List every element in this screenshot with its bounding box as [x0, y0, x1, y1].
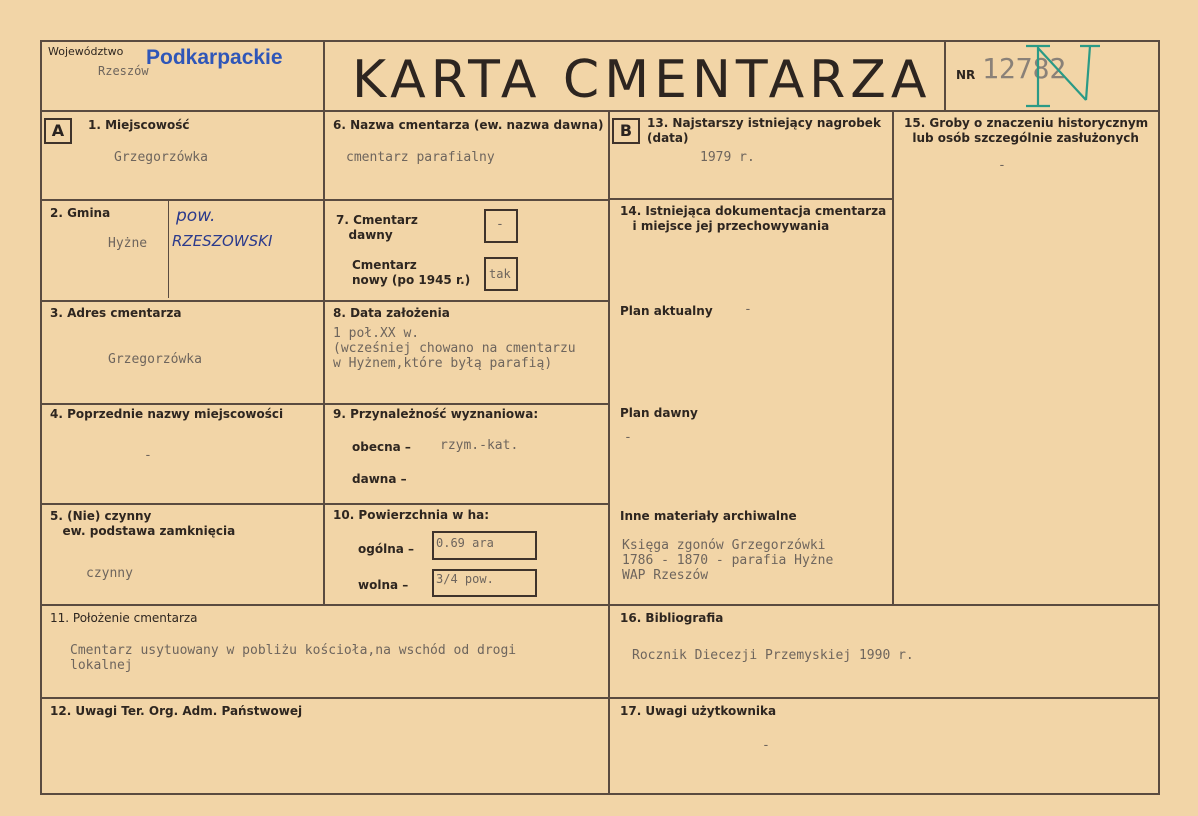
field-7-dawny-box	[484, 209, 518, 243]
field-10-wolna-label: wolna –	[358, 578, 409, 592]
row5-divider	[40, 604, 1160, 606]
gmina-divider	[168, 200, 169, 298]
nr-label: NR	[956, 68, 976, 82]
field-9-obecna-value: rzym.-kat.	[440, 438, 519, 453]
field-7-nowy-box	[484, 257, 518, 291]
field-7-dawny-value: -	[496, 217, 504, 232]
section-b-marker: B	[612, 118, 640, 144]
card-title: KARTA CMENTARZA	[352, 50, 932, 110]
field-10-ogolna-label: ogólna –	[358, 542, 415, 556]
field-9-label: 9. Przynależność wyznaniowa:	[333, 407, 539, 421]
field-17-value: -	[762, 738, 770, 753]
field-7-dawny-label: 7. Cmentarz dawny	[336, 213, 418, 242]
field-8-value: 1 poł.XX w. (wcześniej chowano na cmentarzu w Hyżnem,które byłą parafią)	[333, 326, 576, 371]
inne-materialy-value: Księga zgonów Grzegorzówki 1786 - 1870 - parafia Hyżne WAP Rzeszów	[622, 538, 834, 583]
plan-aktualny-value: -	[744, 302, 752, 317]
field-3-value: Grzegorzówka	[108, 352, 202, 367]
field-13-label: 13. Najstarszy istniejący nagrobek (data)	[647, 116, 881, 145]
region-stamp: Podkarpackie	[146, 46, 283, 69]
field-11-label: 11. Położenie cmentarza	[50, 611, 198, 625]
field-10-wolna-value: 3/4 pow.	[436, 572, 494, 586]
field-10-label: 10. Powierzchnia w ha:	[333, 508, 490, 522]
border-top	[40, 40, 1160, 42]
field-15-label: 15. Groby o znaczeniu historycznym lub osób szczególnie zasłużonych	[904, 116, 1149, 145]
field-5-value: czynny	[86, 566, 133, 581]
row6-divider	[40, 697, 1160, 699]
field-10-ogolna-value: 0.69 ara	[436, 536, 494, 550]
field-16-label: 16. Bibliografia	[620, 611, 724, 625]
field-13-value: 1979 r.	[700, 150, 755, 165]
section-a-marker: A	[44, 118, 72, 144]
handwritten-pow: pow.	[176, 206, 216, 226]
plan-aktualny-label: Plan aktualny	[620, 304, 713, 318]
plan-dawny-label: Plan dawny	[620, 406, 698, 420]
field-9-obecna-label: obecna –	[352, 440, 411, 454]
field-1-value: Grzegorzówka	[114, 150, 208, 165]
field-7-nowy-value: tak	[489, 267, 511, 281]
col3-divider	[892, 110, 894, 605]
wojewodztwo-typed: Rzeszów	[98, 64, 149, 78]
field-14-label: 14. Istniejąca dokumentacja cmentarza i miejsce jej przechowywania	[620, 204, 887, 233]
field-12-label: 12. Uwagi Ter. Org. Adm. Państwowej	[50, 704, 303, 718]
row1b-divider	[608, 198, 892, 200]
col1-divider	[323, 40, 325, 605]
border-right	[1158, 40, 1160, 795]
border-left	[40, 40, 42, 795]
field-8-label: 8. Data założenia	[333, 306, 450, 320]
field-10-wolna-box	[432, 569, 537, 597]
plan-dawny-value: -	[624, 430, 632, 445]
field-2-value: Hyżne	[108, 236, 148, 251]
field-11-value: Cmentarz usytuowany w pobliżu kościoła,na wschód od drogi lokalnej	[70, 643, 517, 673]
header-divider	[40, 110, 1160, 112]
border-bottom	[40, 793, 1160, 795]
field-4-label: 4. Poprzednie nazwy miejscowości	[50, 407, 284, 421]
field-6-value: cmentarz parafialny	[346, 150, 495, 165]
field-4-value: -	[144, 448, 152, 463]
nr-divider	[944, 40, 946, 112]
nr-value: 12782	[982, 52, 1067, 85]
field-9-dawna-label: dawna –	[352, 472, 407, 486]
field-16-value: Rocznik Diecezji Przemyskiej 1990 r.	[632, 648, 914, 663]
wojewodztwo-label: Województwo	[48, 45, 124, 58]
field-15-value: -	[998, 158, 1006, 173]
field-10-ogolna-box	[432, 531, 537, 560]
inne-materialy-label: Inne materiały archiwalne	[620, 509, 797, 523]
field-7-nowy-label: Cmentarz nowy (po 1945 r.)	[352, 258, 471, 287]
field-2-label: 2. Gmina	[50, 206, 111, 220]
field-3-label: 3. Adres cmentarza	[50, 306, 182, 320]
col2-divider	[608, 110, 610, 795]
field-17-label: 17. Uwagi użytkownika	[620, 704, 777, 718]
field-6-label: 6. Nazwa cmentarza (ew. nazwa dawna)	[333, 118, 604, 132]
field-1-label: 1. Miejscowość	[88, 118, 190, 132]
roman-numeral-mark	[1020, 42, 1100, 110]
field-5-label: 5. (Nie) czynny ew. podstawa zamknięcia	[50, 509, 236, 538]
handwritten-county: RZESZOWSKI	[172, 232, 273, 250]
